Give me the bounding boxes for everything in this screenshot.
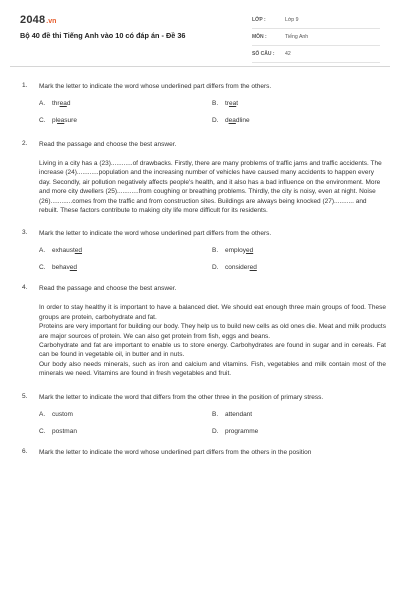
option-letter: C. [39, 264, 46, 272]
reading-passage [39, 159, 386, 215]
question-number: 4. [22, 284, 28, 292]
option-text-pre: thr [52, 100, 60, 107]
question-number: 5. [22, 392, 28, 400]
option-letter: B. [212, 100, 219, 107]
meta-value: Lớp 9 [285, 17, 299, 23]
passage-text: Living in a city has a (23)............of drawbacks. Firstly, there are many problems of traffic jams and traffic accidents. The increase (24)............population and the increasing number of vehicles have caused many accidents to happen every day. Secondly, air pollution negatively affects people's health, and it also has a bad influence on the environment. More and more city dwellers (25)............from coughing or breathing problems. Thirdly, the city is noisy, even at night. Noise (26)............comes from the traffic and from construction sites. Buildings are always being knocked (27)........... and rebuilt. These factors contribute to making city life more difficult for its residents. [39, 160, 382, 215]
question-6 [0, 448, 400, 457]
option-d[interactable] [212, 117, 250, 124]
question-5 [0, 393, 400, 435]
question-1 [0, 82, 400, 124]
option-text-pre: employ [225, 247, 246, 255]
question-stem: Mark the letter to indicate the word whose underlined part differs from the others in the position [39, 448, 312, 456]
option-d[interactable] [212, 428, 258, 435]
option-text-pre: tr [225, 100, 229, 107]
answer-options [39, 411, 386, 435]
logo-suffix-text: .vn [46, 18, 57, 25]
question-2 [0, 140, 400, 215]
option-text-pre: consider [225, 264, 250, 272]
option-underlined-part: ea [57, 117, 65, 124]
option-text-post: sure [64, 117, 77, 124]
option-b[interactable] [212, 100, 238, 107]
meta-label: LỚP : [252, 17, 266, 23]
question-4 [0, 284, 400, 378]
question-stem: Mark the letter to indicate the word whose underlined part differs from the others. [39, 230, 272, 238]
option-letter: C. [39, 117, 46, 124]
option-a[interactable] [39, 411, 73, 418]
answer-options [39, 247, 386, 271]
option-letter: D. [212, 264, 219, 272]
option-letter: A. [39, 247, 46, 255]
answer-options [39, 100, 386, 124]
option-underlined-part: ea [59, 100, 67, 107]
question-stem: Mark the letter to indicate the word whose underlined part differs from the others. [39, 83, 272, 90]
option-letter: D. [212, 427, 219, 435]
option-c[interactable] [39, 428, 77, 435]
meta-label: SỐ CÂU : [252, 51, 275, 57]
page-header [0, 0, 400, 62]
question-stem: Mark the letter to indicate the word that differs from the other three in the position of primary stress. [39, 393, 324, 401]
question-3 [0, 229, 400, 271]
exam-meta [252, 15, 380, 66]
option-d[interactable] [212, 264, 257, 271]
option-text-post: t [236, 100, 239, 107]
meta-value: 42 [285, 51, 291, 57]
option-underlined-part: ed [74, 247, 83, 255]
passage-paragraph: Our body also needs minerals, such as iron and calcium and vitamins. Fish, vegetables and milk contain most of the minerals we need. Vitamins are found in fresh vegetables and fruit. [39, 360, 386, 378]
question-number: 6. [22, 447, 28, 455]
option-a[interactable] [39, 247, 82, 254]
page-title: Bộ 40 đề thi Tiếng Anh vào 10 có đáp án - Đề 36 [20, 31, 186, 40]
meta-row-question-count [252, 49, 380, 63]
passage-paragraph: Carbohydrate and fat are important to enable us to store energy. Carbohydrates are found in sugar and in cereals. Fat can be found in vegetable oil, in butter and in nuts. [39, 342, 386, 359]
question-stem: Read the passage and choose the best answer. [39, 285, 177, 293]
meta-value: Tiếng Anh [285, 34, 309, 40]
meta-row-grade [252, 15, 380, 29]
passage-paragraph: In order to stay healthy it is important to have a balanced diet. We should eat enough three main groups of food. These groups are protein, carbohydrate and fat. [39, 304, 386, 321]
option-text-pre: behav [52, 264, 70, 272]
option-underlined-part: ea [228, 117, 236, 124]
option-letter: B. [212, 247, 219, 255]
reading-passage [39, 303, 386, 378]
site-logo[interactable] [20, 14, 56, 26]
option-text: postman [52, 427, 77, 435]
option-text: custom [52, 410, 73, 418]
header-divider [10, 66, 390, 67]
question-list [0, 70, 400, 457]
question-number: 1. [22, 82, 28, 89]
option-letter: A. [39, 410, 46, 418]
option-letter: D. [212, 117, 219, 124]
option-c[interactable] [39, 264, 77, 271]
question-stem: Read the passage and choose the best answer. [39, 141, 177, 148]
option-underlined-part: ed [69, 264, 77, 272]
meta-row-subject [252, 32, 380, 46]
option-c[interactable] [39, 117, 77, 124]
option-b[interactable] [212, 247, 253, 254]
option-letter: B. [212, 410, 219, 418]
option-text-pre: exhaust [52, 247, 75, 255]
option-text: attendant [225, 410, 253, 418]
option-underlined-part: ea [228, 100, 237, 107]
question-number: 2. [22, 140, 28, 147]
question-number: 3. [22, 229, 28, 237]
option-underlined-part: ed [245, 247, 254, 255]
meta-label: MÔN : [252, 34, 267, 40]
option-underlined-part: ed [249, 264, 257, 272]
option-b[interactable] [212, 411, 252, 418]
logo-main-text: 2048 [20, 14, 46, 26]
option-letter: C. [39, 427, 46, 435]
option-text-post: dline [235, 117, 250, 124]
option-text-pre: pl [52, 117, 58, 124]
passage-paragraph: Proteins are very important for building our body. They help us to build new cells as old ones die. Meat and milk products are major sources of protein. We can also get protein from fish, eggs and beans. [39, 323, 386, 340]
option-text-post: d [66, 100, 71, 107]
option-text-pre: d [225, 117, 229, 124]
option-letter: A. [39, 100, 46, 107]
option-text: programme [225, 427, 259, 435]
option-a[interactable] [39, 100, 70, 107]
